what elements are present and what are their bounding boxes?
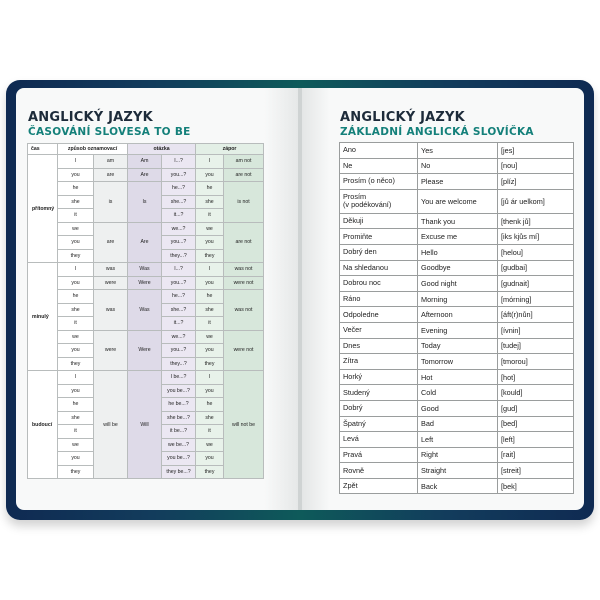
english-word-cell: Left [418, 432, 498, 448]
verb-cell: are [94, 222, 128, 263]
pronunciation-cell: [mórning] [498, 291, 574, 307]
left-page-subtitle: ČASOVÁNÍ SLOVESA TO BE [28, 126, 191, 138]
vocab-row [340, 174, 574, 190]
question-cell: you...? [162, 344, 196, 358]
pronunciation-cell: [plíz] [498, 174, 574, 190]
question-verb-cell: Were [128, 276, 162, 290]
pronoun-cell: they [58, 249, 94, 263]
pronoun-cell: it [58, 209, 94, 223]
negative-pronoun-cell: you [196, 452, 224, 466]
english-word-cell: Tomorrow [418, 354, 498, 370]
czech-word-cell: Studený [340, 385, 418, 401]
pronunciation-cell: [tudej] [498, 338, 574, 354]
czech-word-cell: Na shledanou [340, 260, 418, 276]
question-cell: we...? [162, 330, 196, 344]
pronoun-cell: he [58, 398, 94, 412]
pronoun-cell: they [58, 465, 94, 479]
czech-word-cell: Ráno [340, 291, 418, 307]
czech-word-cell: Odpoledne [340, 307, 418, 323]
header-oznamovaci: způsob oznamovací [58, 144, 128, 155]
czech-word-cell: Rovně [340, 463, 418, 479]
english-word-cell: Excuse me [418, 229, 498, 245]
verb-cell: will be [94, 371, 128, 479]
czech-word-cell: Prosím (o něco) [340, 174, 418, 190]
english-word-cell: Hot [418, 369, 498, 385]
verb-cell: were [94, 276, 128, 290]
pronunciation-cell: [tmorou] [498, 354, 574, 370]
vocab-row [340, 158, 574, 174]
pronoun-cell: we [58, 438, 94, 452]
pronoun-cell: she [58, 411, 94, 425]
pronoun-cell: it [58, 317, 94, 331]
pronunciation-cell: [hot] [498, 369, 574, 385]
czech-word-cell: Promiňte [340, 229, 418, 245]
czech-word-cell: Dobrý den [340, 244, 418, 260]
negative-pronoun-cell: he [196, 398, 224, 412]
verb-cell: was [94, 290, 128, 331]
question-verb-cell: Will [128, 371, 162, 479]
negative-pronoun-cell: she [196, 303, 224, 317]
negative-pronoun-cell: you [196, 276, 224, 290]
question-cell: you be...? [162, 384, 196, 398]
pronoun-cell: you [58, 276, 94, 290]
vocab-row [340, 213, 574, 229]
vocab-row [340, 322, 574, 338]
question-verb-cell: Is [128, 182, 162, 223]
question-cell: he be...? [162, 398, 196, 412]
pronunciation-cell: [jes] [498, 143, 574, 159]
czech-word-cell: Dnes [340, 338, 418, 354]
table-row [28, 263, 264, 277]
english-word-cell: Back [418, 478, 498, 494]
negative-pronoun-cell: we [196, 438, 224, 452]
question-cell: they be...? [162, 465, 196, 479]
vocab-row [340, 432, 574, 448]
left-page-title: ANGLICKÝ JAZYK [28, 110, 153, 125]
question-verb-cell: Was [128, 290, 162, 331]
question-cell: you...? [162, 276, 196, 290]
question-verb-cell: Were [128, 330, 162, 371]
pronunciation-cell: [gud] [498, 400, 574, 416]
table-row [28, 290, 264, 304]
pronoun-cell: he [58, 290, 94, 304]
vocab-row [340, 416, 574, 432]
pronoun-cell: you [58, 384, 94, 398]
table-row [28, 222, 264, 236]
question-cell: she be...? [162, 411, 196, 425]
english-word-cell: Yes [418, 143, 498, 159]
table-row [28, 182, 264, 196]
pronunciation-cell: [áft(r)nůn] [498, 307, 574, 323]
czech-word-cell: Prosím (v podékování) [340, 189, 418, 213]
vocab-row [340, 291, 574, 307]
negative-pronoun-cell: he [196, 290, 224, 304]
pronunciation-cell: [bek] [498, 478, 574, 494]
question-cell: it...? [162, 209, 196, 223]
question-cell: they...? [162, 357, 196, 371]
pronunciation-cell: [ívnin] [498, 322, 574, 338]
negative-pronoun-cell: we [196, 222, 224, 236]
negative-verb-cell: is not [224, 182, 264, 223]
negative-pronoun-cell: they [196, 465, 224, 479]
question-cell: he...? [162, 290, 196, 304]
negative-pronoun-cell: I [196, 371, 224, 385]
negative-verb-cell: were not [224, 276, 264, 290]
negative-verb-cell: was not [224, 290, 264, 331]
negative-pronoun-cell: it [196, 317, 224, 331]
pronunciation-cell: [iks kjůs mí] [498, 229, 574, 245]
pronoun-cell: it [58, 425, 94, 439]
negative-verb-cell: was not [224, 263, 264, 277]
question-cell: you...? [162, 168, 196, 182]
czech-word-cell: Levá [340, 432, 418, 448]
question-cell: it be...? [162, 425, 196, 439]
english-word-cell: Today [418, 338, 498, 354]
vocab-row [340, 463, 574, 479]
english-word-cell: Afternoon [418, 307, 498, 323]
negative-verb-cell: were not [224, 330, 264, 371]
czech-word-cell: Dobrou noc [340, 276, 418, 292]
pronoun-cell: she [58, 303, 94, 317]
question-cell: you...? [162, 236, 196, 250]
question-verb-cell: Are [128, 168, 162, 182]
negative-pronoun-cell: she [196, 411, 224, 425]
pronoun-cell: you [58, 168, 94, 182]
negative-pronoun-cell: he [196, 182, 224, 196]
question-cell: I...? [162, 155, 196, 169]
vocab-row [340, 369, 574, 385]
pronunciation-cell: [kould] [498, 385, 574, 401]
pronunciation-cell: [gudnait] [498, 276, 574, 292]
pronunciation-cell: [bed] [498, 416, 574, 432]
czech-word-cell: Horký [340, 369, 418, 385]
english-word-cell: Bad [418, 416, 498, 432]
tense-label: budoucí [28, 371, 58, 479]
pronoun-cell: they [58, 357, 94, 371]
question-cell: she...? [162, 195, 196, 209]
pronunciation-cell: [helou] [498, 244, 574, 260]
negative-pronoun-cell: I [196, 155, 224, 169]
negative-pronoun-cell: you [196, 236, 224, 250]
vocab-row [340, 338, 574, 354]
czech-word-cell: Pravá [340, 447, 418, 463]
vocab-row [340, 229, 574, 245]
question-cell: we...? [162, 222, 196, 236]
vocab-row [340, 307, 574, 323]
pronunciation-cell: [rait] [498, 447, 574, 463]
basic-vocabulary-table [339, 142, 574, 494]
table-row [28, 330, 264, 344]
pronoun-cell: you [58, 236, 94, 250]
book-spine [298, 88, 302, 510]
english-word-cell: Evening [418, 322, 498, 338]
vocab-row [340, 354, 574, 370]
english-word-cell: Please [418, 174, 498, 190]
verb-cell: are [94, 168, 128, 182]
pronoun-cell: he [58, 182, 94, 196]
right-page-subtitle: ZÁKLADNÍ ANGLICKÁ SLOVÍČKA [340, 126, 534, 138]
negative-pronoun-cell: you [196, 168, 224, 182]
negative-verb-cell: am not [224, 155, 264, 169]
header-otazka: otázka [128, 144, 196, 155]
english-word-cell: Straight [418, 463, 498, 479]
negative-pronoun-cell: you [196, 384, 224, 398]
pronunciation-cell: [nou] [498, 158, 574, 174]
english-word-cell: Right [418, 447, 498, 463]
pronunciation-cell: [left] [498, 432, 574, 448]
verb-cell: am [94, 155, 128, 169]
header-zapor: zápor [196, 144, 264, 155]
table-row [28, 371, 264, 385]
question-cell: you be...? [162, 452, 196, 466]
question-cell: he...? [162, 182, 196, 196]
czech-word-cell: Večer [340, 322, 418, 338]
pronoun-cell: I [58, 263, 94, 277]
czech-word-cell: Ne [340, 158, 418, 174]
english-word-cell: Thank you [418, 213, 498, 229]
vocab-row [340, 478, 574, 494]
english-word-cell: No [418, 158, 498, 174]
question-verb-cell: Was [128, 263, 162, 277]
verb-cell: were [94, 330, 128, 371]
english-word-cell: You are welcome [418, 189, 498, 213]
to-be-conjugation-table [27, 143, 264, 479]
english-word-cell: Hello [418, 244, 498, 260]
pronoun-cell: you [58, 452, 94, 466]
tense-label: minulý [28, 263, 58, 371]
question-cell: it...? [162, 317, 196, 331]
pronunciation-cell: [gudbai] [498, 260, 574, 276]
czech-word-cell: Děkuji [340, 213, 418, 229]
negative-pronoun-cell: I [196, 263, 224, 277]
pronunciation-cell: [jů ár uelkom] [498, 189, 574, 213]
pronoun-cell: you [58, 344, 94, 358]
question-cell: she...? [162, 303, 196, 317]
english-word-cell: Good [418, 400, 498, 416]
question-cell: they...? [162, 249, 196, 263]
pronoun-cell: she [58, 195, 94, 209]
vocab-row [340, 143, 574, 159]
pronoun-cell: I [58, 371, 94, 385]
negative-pronoun-cell: it [196, 425, 224, 439]
tense-label: přítomný [28, 155, 58, 263]
negative-verb-cell: are not [224, 168, 264, 182]
right-page-title: ANGLICKÝ JAZYK [340, 110, 465, 125]
negative-pronoun-cell: you [196, 344, 224, 358]
pronoun-cell: I [58, 155, 94, 169]
pronunciation-cell: [thenk jů] [498, 213, 574, 229]
czech-word-cell: Dobrý [340, 400, 418, 416]
header-cas: čas [28, 144, 58, 155]
pronunciation-cell: [streit] [498, 463, 574, 479]
negative-pronoun-cell: it [196, 209, 224, 223]
negative-verb-cell: are not [224, 222, 264, 263]
vocab-row [340, 385, 574, 401]
table-row [28, 276, 264, 290]
negative-pronoun-cell: they [196, 357, 224, 371]
vocab-row [340, 260, 574, 276]
negative-verb-cell: will not be [224, 371, 264, 479]
question-verb-cell: Am [128, 155, 162, 169]
question-cell: I be...? [162, 371, 196, 385]
english-word-cell: Morning [418, 291, 498, 307]
vocab-row [340, 244, 574, 260]
vocab-row [340, 447, 574, 463]
english-word-cell: Goodbye [418, 260, 498, 276]
verb-cell: is [94, 182, 128, 223]
table-row [28, 155, 264, 169]
vocab-row [340, 400, 574, 416]
vocab-row [340, 189, 574, 213]
table-row [28, 168, 264, 182]
vocab-row [340, 276, 574, 292]
pronoun-cell: we [58, 222, 94, 236]
negative-pronoun-cell: we [196, 330, 224, 344]
table-header-row [28, 144, 264, 155]
question-cell: I...? [162, 263, 196, 277]
verb-cell: was [94, 263, 128, 277]
czech-word-cell: Ano [340, 143, 418, 159]
negative-pronoun-cell: they [196, 249, 224, 263]
negative-pronoun-cell: she [196, 195, 224, 209]
question-cell: we be...? [162, 438, 196, 452]
pronoun-cell: we [58, 330, 94, 344]
question-verb-cell: Are [128, 222, 162, 263]
czech-word-cell: Špatný [340, 416, 418, 432]
english-word-cell: Good night [418, 276, 498, 292]
czech-word-cell: Zpět [340, 478, 418, 494]
czech-word-cell: Zítra [340, 354, 418, 370]
english-word-cell: Cold [418, 385, 498, 401]
